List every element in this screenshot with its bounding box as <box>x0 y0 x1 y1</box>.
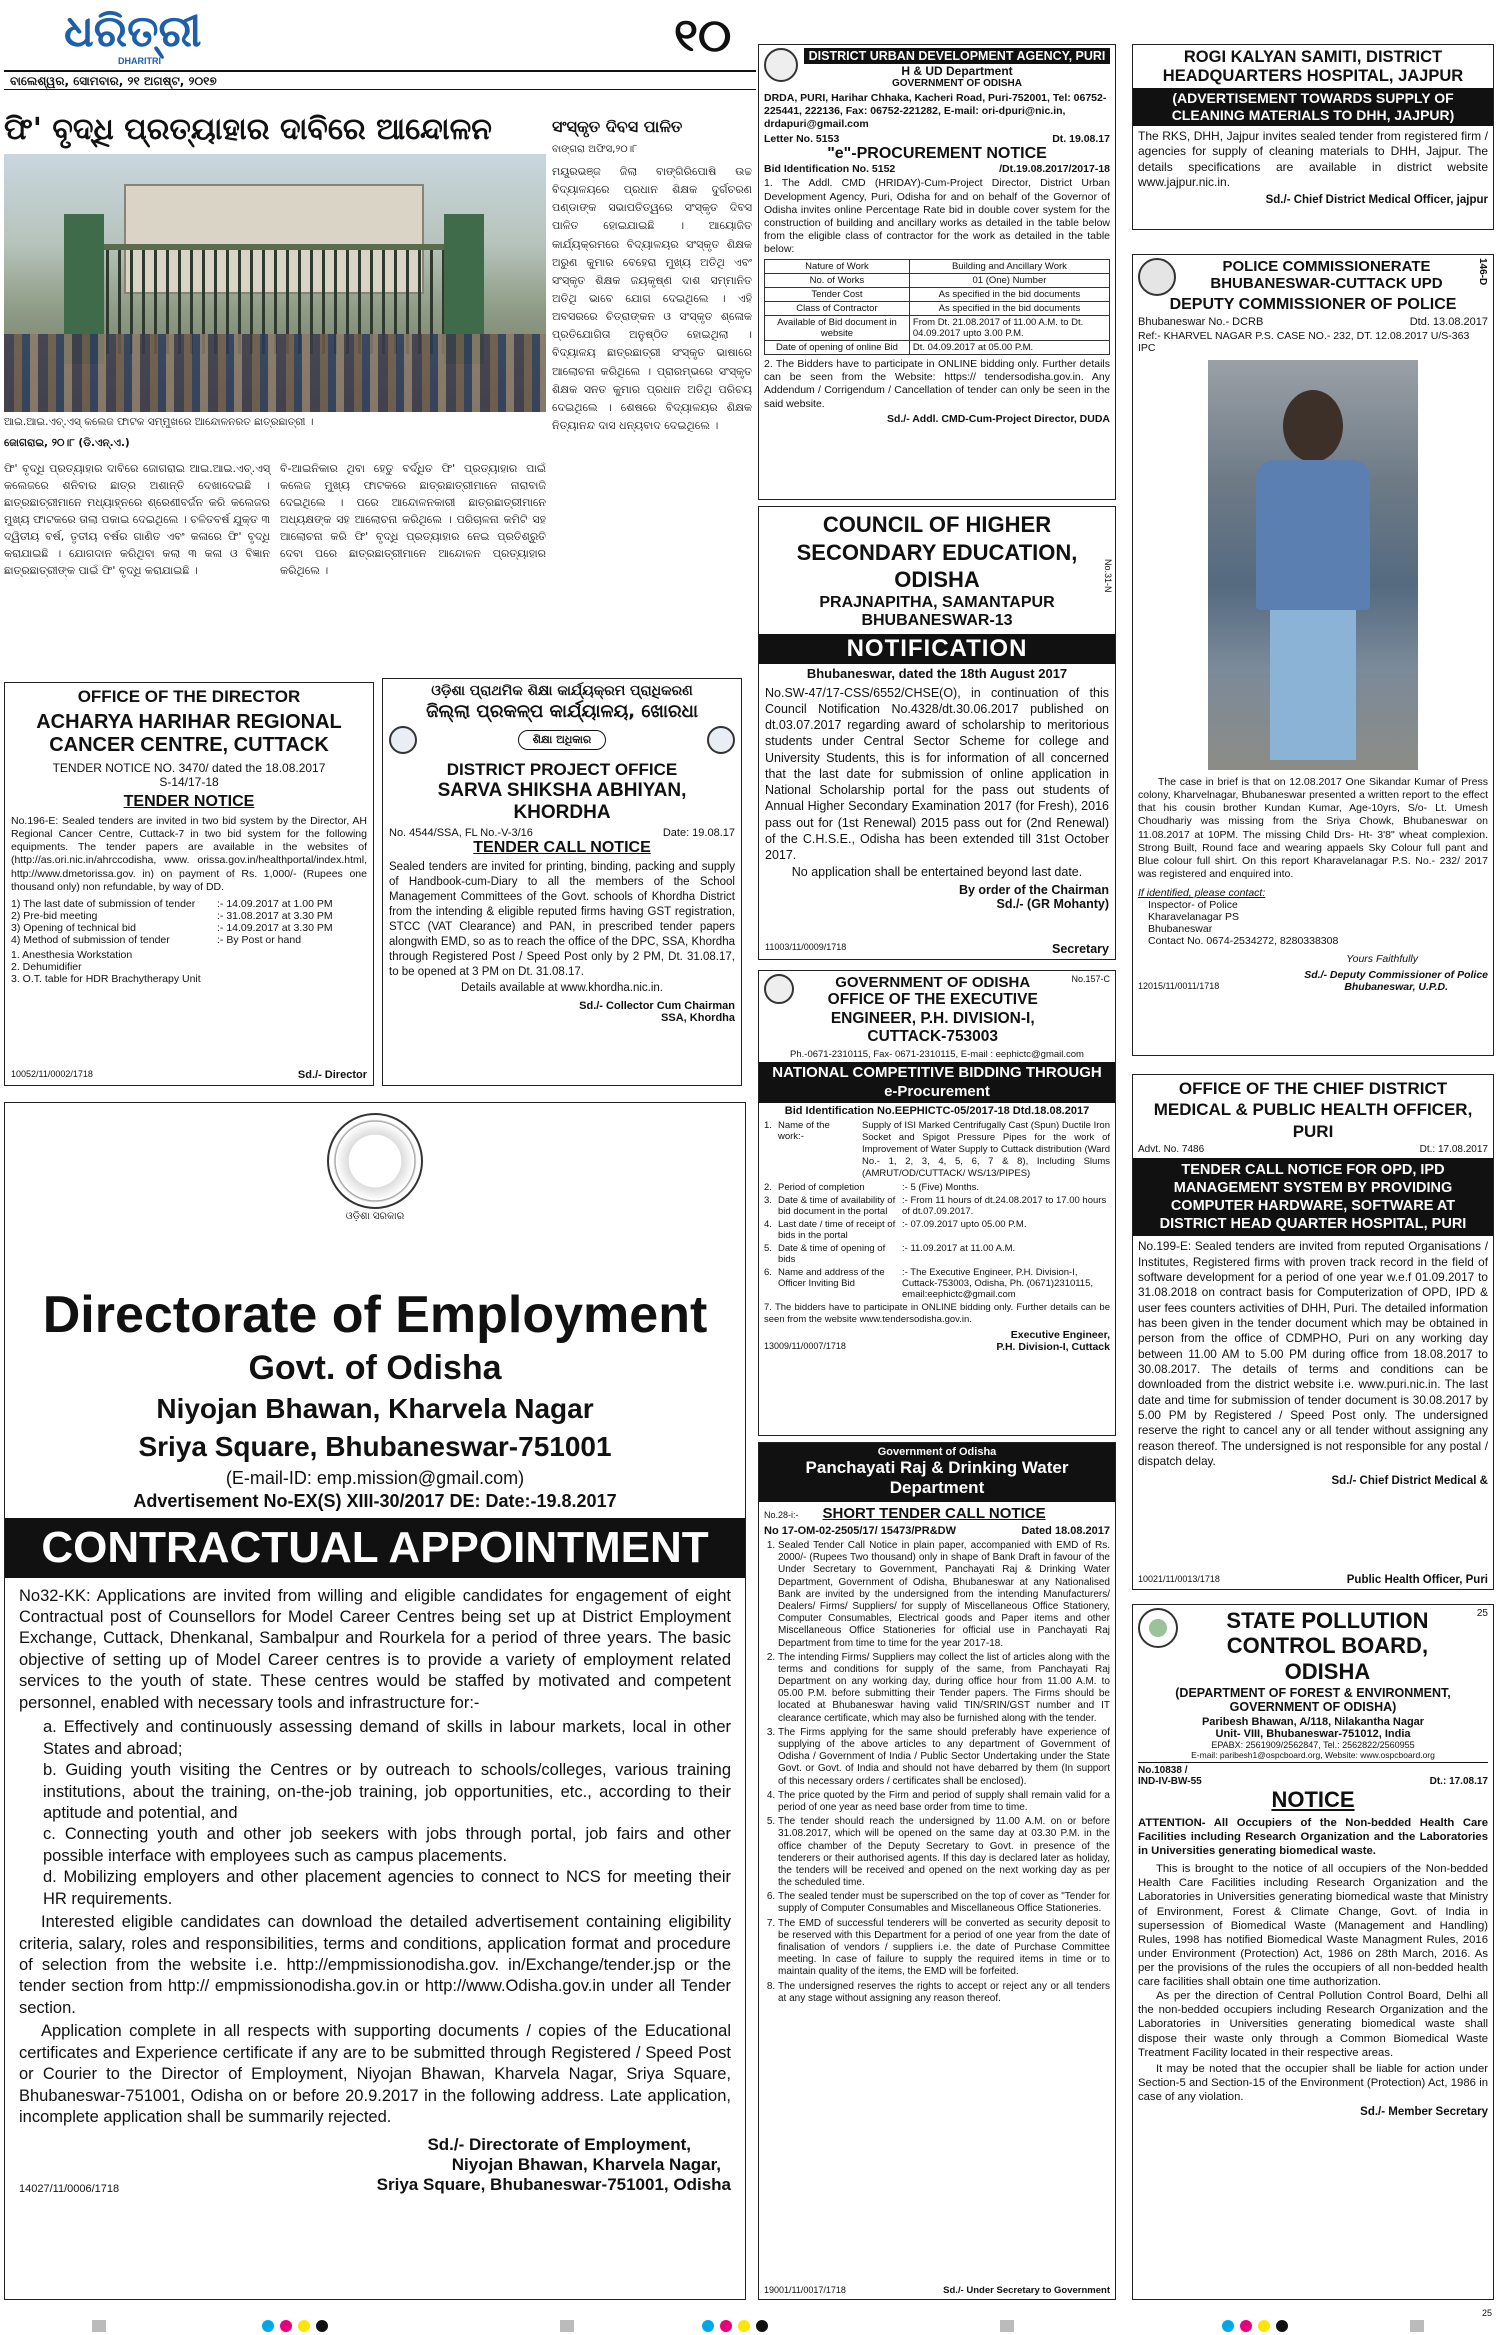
news1-col2: ବି-ଆଇନିକାର ଥିବା ହେତୁ ବର୍ଦ୍ଧିତ ଫି' ପ୍ରତ୍ୟାହାର ପାଇଁ କଲେଜ ମୁଖ୍ୟ ଫାଟକରେ ଛାତ୍ରଛାତ୍ରୀମାନେ ନାରାବାଜି ଦେଇଥିଲେ । ପରେ ଆନ୍ଦୋଳନକାରୀ ଛାତ୍ରଛାତ୍ରୀମାନେ ଅଧ୍ୟକ୍ଷଙ୍କ ସହ ଆଲୋଚନା କରିଥିଲେ । ପରିଚାଳନା କମିଟି ସହ ଆଲୋଚନା କରି ଫି' ବୃଦ୍ଧି ପ୍ରତ୍ୟାହାର ନେଇ ପ୍ରତିଶ୍ରୁତି ଦେବା ପରେ ଛାତ୍ରଛାତ୍ରୀମାନେ ଆନ୍ଦୋଳନ ପ୍ରତ୍ୟାହାର କରିଥିଲେ । <box>280 462 546 578</box>
police-contact-line: Bhubaneswar <box>1148 923 1213 935</box>
police-title2: BHUBANESWAR-CUTTACK UPD <box>1210 275 1443 292</box>
ahrcc-notice-no: TENDER NOTICE NO. 3470/ dated the 18.08.2017 <box>52 761 326 775</box>
duda-puri-ad <box>758 44 1116 500</box>
prdw-title: Panchayati Raj & Drinking Water Department <box>805 1458 1069 1497</box>
ph-p7: 7. The bidders have to participate in ONLINE bidding only. Further details can be seen from the website www.tendersodisha.gov.in. <box>764 1301 1110 1325</box>
ph-row: 6. Name and address of the Officer Inviting Bid :- The Executive Engineer, P.H. Division-I, Cuttack-753003, Odisha, Ph. (0671)2310115, email:eephictc@gmail.com <box>764 1266 1094 1300</box>
ssa-body: Sealed tenders are invited for printing, binding, packing and supply of Handbook-cum-Diary to all the members of the School Management Committees of the Govt. schools of Khordha District from the intending & eligible reputed firms having GST registration, STCC (VAT Clearance) and PAN, in prescribed tender papers alongwith EMD, so as to reach the office of the DPC, SSA, Khordha through Registered Post / Speed Post only by 2 PM, Dt. 31.08.17, to be opened at 3 PM on Dt. 31.08.17. <box>389 861 735 978</box>
photo-head <box>1283 390 1343 462</box>
ahrcc-date-row: 2) Pre-bid meeting :- 31.08.2017 at 3.30 PM <box>11 909 333 922</box>
chse-title: COUNCIL OF HIGHER SECONDARY EDUCATION, ODISHA <box>796 512 1078 592</box>
prdw-points <box>778 1540 1110 2005</box>
duda-address: DRDA, PURI, Harihar Chhaka, Kacheri Road, Puri-752001, Tel: 06752-225441, 222136, Fax: 06752-221282, E-mail: ori-dpuri@nic.in, drdapuri@gmail.com <box>764 92 1107 131</box>
spcb-contact: EPABX: 2561909/2562847, Tel.: 2562822/2560955 <box>1211 1739 1415 1750</box>
photo-shirt <box>1256 460 1370 610</box>
ssa-badge: ଶିକ୍ଷା ଅଧିକାର <box>518 730 607 750</box>
prdw-code: 19001/11/0017/1718 <box>764 2285 846 2295</box>
missing-child-photo <box>1208 360 1418 770</box>
table-row: No. of Works 01 (One) Number <box>765 274 1110 288</box>
cdmo-title: OFFICE OF THE CHIEF DISTRICT MEDICAL & PUBLIC HEALTH OFFICER, PURI <box>1153 1079 1473 1141</box>
ahrcc-item: 2. Dehumidifier <box>11 960 82 973</box>
reg-dot-yellow-icon <box>1258 2320 1270 2332</box>
date-line: ବାଲେଶ୍ୱର, ସୋମବାର, ୨୧ ଅଗଷ୍ଟ, ୨୦୧୭ <box>10 74 217 88</box>
emblem-text: ଓଡ଼ିଶା ସରକାର <box>345 1211 405 1222</box>
reg-dot-black-icon <box>756 2320 768 2332</box>
ssa-odia2: ଜିଲ୍ଲା ପ୍ରକଳ୍ପ କାର୍ଯ୍ୟାଳୟ, ଖୋରଧା <box>426 701 698 722</box>
photo-crowd <box>4 334 546 412</box>
rks-banner: (ADVERTISEMENT TOWARDS SUPPLY OF CLEANING MATERIALS TO DHH, JAJPUR) <box>1133 88 1493 126</box>
employment-email: (E-mail-ID: emp.mission@gmail.com) <box>225 1467 525 1488</box>
ssa-logo-right-icon <box>707 726 735 754</box>
ahrcc-dates <box>11 898 367 946</box>
chse-code: 11003/11/0009/1718 <box>765 942 847 952</box>
masthead <box>4 4 756 114</box>
police-title3: DEPUTY COMMISSIONER OF POLICE <box>1169 296 1457 313</box>
chse-sign: Sd./- (GR Mohanty) <box>996 897 1109 912</box>
employment-title: Directorate of Employment <box>42 1286 708 1344</box>
list-item: 1. Sealed Tender Call Notice in plain paper, accompanied with EMD of Rs. 2000/- (Rupees Two thousand) only in shape of Bank Draft in favour of the Under Secretary to Government, Panchayati Raj & Drinking Water Department, Government of Odisha, Bhubaneswar at any Nationalised Bank are invited by the undersigned from the intending Manufacturers/ Dealers/ Firms/ Suppliers/ for supply of Miscellaneous Office Stationery, Computer Consumables, Electrical goods and Paper items and other Miscellaneous Office Stationeries for official use in Panchayati Raj Department from time to time for the year 2017-18. <box>778 1540 1110 1650</box>
spcb-p1: This is brought to the notice of all occupiers of the Non-bedded Health Care Facilities including Research Organization and the Laboratories in Universities generating biomedical waste that Ministry of Environment, Forest & Climate Change, Govt. of India in supersession of Biomedical Waste (Management and Handling) Rules, 1998 has notified Biomedical Waste Managment Rules, 2016 under Environment (Protection) Act, 1986 on 28th March, 2016. As per the provisions of the rules the occupiers of all non-bedded health care facilities shall obtain one time authorization. <box>1138 1863 1488 1989</box>
spcb-title2: CONTROL BOARD, ODISHA <box>1226 1633 1429 1684</box>
police-missing-child-ad <box>1132 254 1494 1056</box>
chse-dateline: Bhubaneswar, dated the 18th August 2017 <box>806 665 1068 681</box>
police-side: 146-D <box>1477 258 1488 286</box>
table-row: Tender Cost As specified in the bid documents <box>765 288 1110 302</box>
reg-block-icon <box>92 2320 106 2332</box>
news1-dateline: ଜୋଗରାଇ, ୨୦।୮ (ଡି.ଏନ୍.ଏ.) <box>4 437 130 449</box>
employment-para3: Application complete in all respects with supporting documents / copies of the Educational certificates and Experience certificate if any are to be submitted through Registered / Speed Post or Courier to the Director of Employment, Niyojan Bhawan, Kharvela Nagar, Sriya Square, Bhubaneswar-751001, Odisha on or before 20.9.2017 in the following address. Late application, incomplete application shall be summarily rejected. <box>19 2022 731 2127</box>
chse-side: No.31-N <box>1103 559 1113 593</box>
reg-dot-magenta-icon <box>1240 2320 1252 2332</box>
ssa-title2: SARVA SHIKSHA ABHIYAN, KHORDHA <box>437 780 687 823</box>
ssa-details: Details available at www.khordha.nic.in. <box>461 981 663 994</box>
employment-intro: No32-KK: Applications are invited from willing and eligible candidates for engagement of eight Contractual post of Counsellors for Model Career Centres being set up at District Employment Exchange, Cuttack, Dhenkanal, Sambalpur and Rourkela for a period of three years. The basic objective of setting up of Model Career centres is to provide a variety of employment related services to the youth of state. These centres would be staffed by motivated and competent personnel, enabled with necessary tools and infrastructure for:- <box>19 1586 731 1712</box>
ssa-no: No. 4544/SSA, FL No.-V-3/16 <box>389 827 533 839</box>
ssa-sign2: SSA, Khordha <box>661 1011 735 1024</box>
reg-dot-black-icon <box>316 2320 328 2332</box>
police-yours: Yours Faithfully <box>1346 953 1418 965</box>
ph-title1: GOVERNMENT OF ODISHA <box>835 974 1031 991</box>
police-sign2: Bhubaneswar, U.P.D. <box>1344 981 1448 993</box>
cdmo-adv: Advt. No. 7486 <box>1138 1143 1205 1155</box>
table-row: Class of Contractor As specified in the bid documents <box>765 302 1110 316</box>
spcb-addr1: Paribesh Bhawan, A/118, Nilakantha Nagar <box>1201 1715 1425 1728</box>
reg-block-icon <box>1000 2320 1014 2332</box>
list-item: 2. The intending Firms/ Suppliers may collect the list of articles along with the terms and conditions for supply of the same, from Panchayati Raj Department on any working day, during office hour from 11.00 A.M. to 05.00 P.M. before submitting their Tender papers. The Firms should be located at Bhubaneswar having valid TIN/SRIN/GST number and IT clearance certificate, which may also be furnished along with the tender. <box>778 1652 1110 1725</box>
list-item: 5. The tender should reach the undersigned by 11.00 A.M. on or before 31.08.2017, which will be opened on the same day at 03.30 P.M. in the office chamber of the Deputy Secretary to Govt. in presence of the tenderers or their authorised agents. If this day is declared later as holiday, the tenders will be received and opened on the next working day as per the scheduled time. <box>778 1816 1110 1889</box>
ph-row: 3. Date & time of availability of bid document in the portal :- From 11 hours of dt.24.08.2017 to 17.00 hours of dt.07.09.2017. <box>764 1194 1107 1217</box>
rks-body: The RKS, DHH, Jajpur invites sealed tender from registered firm / agencies for supply of cleaning materials to DHH, Jajpur. The details specifications are available in district website www.jajpur.nic.in. <box>1138 128 1488 190</box>
spcb-addr2: Unit- VIII, Bhubaneswar-751012, India <box>1215 1727 1411 1740</box>
ph-row: 5. Date & time of opening of bids :- 11.09.2017 at 11.00 A.M. <box>764 1242 1016 1265</box>
rks-title1: ROGI KALYAN SAMITI, DISTRICT <box>1183 48 1443 66</box>
police-contact-line: Kharavelanagar PS <box>1148 911 1240 923</box>
employment-ad <box>4 1102 746 2300</box>
employment-sign2: Niyojan Bhawan, Kharvela Nagar, <box>451 2154 721 2174</box>
print-registration-strip <box>0 2306 1500 2335</box>
ahrcc-title2: ACHARYA HARIHAR REGIONAL CANCER CENTRE, CUTTACK <box>36 711 342 756</box>
ssa-odia1: ଓଡ଼ିଶା ପ୍ରାଥମିକ ଶିକ୍ଷା କାର୍ଯ୍ୟକ୍ରମ ପ୍ରାଧିକରଣ <box>431 683 693 699</box>
news1-col1: ଫି' ବୃଦ୍ଧି ପ୍ରତ୍ୟାହାର ଦାବିରେ ଜୋଗରାଇ ଆଇ.ଆଇ.ଏଚ୍.ଏସ୍ କଲେଜରେ ଶନିବାର ଛାତ୍ର ଅଶାନ୍ତି ଦେଖାଦେଇଛି । ଛାତ୍ରଛାତ୍ରୀମାନେ ମଧ୍ୟାହ୍ନରେ ଶ୍ରେଣୀବର୍ଜନ କରି କଲେଜର ମୁଖ୍ୟ ଫାଟକରେ ତାଲା ପକାଇ ଦେଇଥିଲେ । ଚଳିତବର୍ଷ ଯୁକ୍ତ ୩ ଦ୍ୱିତୀୟ ବର୍ଷ, ତୃତୀୟ ବର୍ଷର ଗାଣିତ ଏବଂ କଳାରେ ଫି' ବୃଦ୍ଧି କରାଯାଇଛି । ଯୋଗଦାନ କରିଥିବା କଲା ୩ କଳା ଓ ବିଜ୍ଞାନ ଛାତ୍ରଛାତ୍ରୀଙ୍କ ପାଇଁ ଫି' ବୃଦ୍ଧି କରାଯାଇଛି । <box>4 462 270 578</box>
employment-banner: CONTRACTUAL APPOINTMENT <box>5 1518 745 1578</box>
spcb-dept: (DEPARTMENT OF FOREST & ENVIRONMENT, GOVERNMENT OF ODISHA) <box>1175 1685 1451 1714</box>
employment-code: 14027/11/0006/1718 <box>19 2182 120 2195</box>
employment-points <box>19 1717 731 1910</box>
list-item: 3. The Firms applying for the same should preferably have experience of supplying of the above articles to any department of Government of Odisha / Government of India / Public Sector Undertaking under the State Govt. or Govt. of India and should not have debarred by them (In support of this necessary orders / certificates shall be enclosed). <box>778 1727 1110 1788</box>
prdw-tender-ad <box>758 1442 1116 2300</box>
photo-pants <box>1270 610 1356 760</box>
chse-sub1: PRAJNAPITHA, SAMANTAPUR <box>819 593 1055 611</box>
employment-point: a. Effectively and continuously assessing demand of skills in labour markets, local in other States and abroad; <box>43 1718 731 1758</box>
chse-body: No.SW-47/17-CSS/6552/CHSE(O), in continuation of this Council Notification No.4328/dt.30.06.2017 published on dt.03.07.2017 regarding award of scholarship to meritorious students under Central Sector Scheme for college and University Students, this is for information of all concerned that the last date for submission of online application in National Scholarship portal for the pass out students of Annual Higher Secondary Examination 2017 (for Fresh), 2016 pass out for (1st Renewal) 2015 pass out for (2nd Renewal) of the C.H.S.E., Odisha has been extended till 31st October 2017. <box>765 685 1109 862</box>
prdw-sign: Sd./- Under Secretary to Government <box>943 2285 1110 2296</box>
duda-letter: Letter No. 5153 <box>764 133 840 146</box>
cdmo-sign2: Public Health Officer, Puri <box>1346 1574 1488 1586</box>
employment-point: c. Connecting youth and other job seekers with jobs through portal, job fairs and other possible interface with employees such as campus placements. <box>43 1825 731 1865</box>
logo-text: ଧରିତ୍ରୀ <box>64 6 202 57</box>
ph-row: 2. Period of completion :- 5 (Five) Months. <box>764 1181 980 1193</box>
duda-p1: 1. The Addl. CMD (HRIDAY)-Cum-Project Director, District Urban Development Agency, Puri, Odisha for and on behalf of the Governor of Odisha invites online Percentage Rate bid in double cover system for the construction of building and ancillary works as detailed in the table below from the eligible class of contractor for the work as detailed in the table below: <box>764 177 1110 255</box>
ph-banner: NATIONAL COMPETITIVE BIDDING THROUGH e-Procurement <box>759 1062 1115 1104</box>
duda-title3: GOVERNMENT OF ODISHA <box>891 78 1022 89</box>
spcb-sign: Sd./- Member Secretary <box>1360 2106 1488 2119</box>
police-contact-head: If identified, please contact: <box>1138 887 1266 899</box>
spcb-ref: IND-IV-BW-55 <box>1138 1775 1202 1787</box>
chse-secretary: Secretary <box>1052 942 1109 956</box>
cdmo-code: 10021/11/0013/1718 <box>1138 1574 1220 1584</box>
police-ref: Ref:- KHARVEL NAGAR P.S. CASE NO.- 232, DT. 12.08.2017 U/S-363 IPC <box>1138 330 1470 354</box>
spcb-p2: As per the direction of Central Pollution Control Board, Delhi all the non-bedded occupiers including Research Organization and the Laboratories in Universities generating biomedical waste shall dispose their waste only through a Common Biomedical Waste Treatment Facility located in their respective areas. <box>1138 1990 1488 2059</box>
rks-title2: HEADQUARTERS HOSPITAL, JAJPUR <box>1162 67 1464 85</box>
rks-sign: Sd./- Chief District Medical Officer, jajpur <box>1265 193 1488 206</box>
police-date: Dtd. 13.08.2017 <box>1409 316 1488 328</box>
ssa-date: Date: 19.08.17 <box>662 827 735 839</box>
reg-block-icon <box>1410 2320 1424 2332</box>
duda-heading: "e"-PROCUREMENT NOTICE <box>827 145 1047 163</box>
ahrcc-date-row: 1) The last date of submission of tender :- 14.09.2017 at 1.00 PM <box>11 897 333 910</box>
reg-dot-magenta-icon <box>280 2320 292 2332</box>
duda-bid-date: /Dt.19.08.2017/2017-18 <box>999 163 1110 176</box>
news2-body: ମୟୂରଭଞ୍ଜ ଜିଲା ବାଙ୍ଗିରିପୋଷି ଉଚ୍ଚ ବିଦ୍ୟାଳୟରେ ପ୍ରଧାନ ଶିକ୍ଷକ ଦୁର୍ଗଚରଣ ପଣ୍ଡାଙ୍କ ସଭାପତିତ୍ୱରେ ସଂସ୍କୃତ ଦିବସ ପାଳିତ ହୋଇଯାଇଛି । ଆୟୋଜିତ କାର୍ଯ୍ୟକ୍ରମରେ ବିଦ୍ୟାଳୟର ସଂସ୍କୃତ ଶିକ୍ଷକ ଅରୁଣ କୁମାର ବେହେରା ମୁଖ୍ୟ ଅତିଥି ଏବଂ ସଂସ୍କୃତ ଶିକ୍ଷକ ଜୟକୃଷ୍ଣ ଦାଶ ସମ୍ମାନିତ ଅତିଥି ଭାବେ ଯୋଗ ଦେଇଥିଲେ । ଏହି ଅବସରରେ ଚିତ୍ରାଙ୍କନ ଓ ସଂସ୍କୃତ ଶ୍ଳୋକ ପ୍ରତିଯୋଗିତା ଅନୁଷ୍ଠିତ ହୋଇଥିଲା । ବିଦ୍ୟାଳୟ ଛାତ୍ରଛାତ୍ରୀ ସଂସ୍କୃତ ଭାଷାରେ ଆଲୋଚନା କରିଥିଲେ । ପ୍ରାରମ୍ଭରେ ସଂସ୍କୃତ ଶିକ୍ଷକ ସନତ କୁମାର ପ୍ରଧାନ ଅତିଥି ପରିଚୟ ଦେଇଥିଲେ । ଶେଷରେ ବିଦ୍ୟାଳୟର ଶିକ୍ଷକ ନିତ୍ୟାନନ୍ଦ ଦାସ ଧନ୍ୟବାଦ ଦେଇଥିଲେ । <box>552 165 752 432</box>
ph-contact: Ph.-0671-2310115, Fax- 0671-2310115, E-mail : eephictc@gmail.com <box>790 1048 1084 1060</box>
employment-adv: Advertisement No-EX(S) XIII-30/2017 DE: Date:-19.8.2017 <box>133 1490 617 1511</box>
ahrcc-title1: OFFICE OF THE DIRECTOR <box>77 687 301 706</box>
news-article-sanskrit-day <box>552 114 752 674</box>
ahrcc-date-row: 4) Method of submission of tender :- By Post or hand <box>11 933 302 946</box>
police-code: 12015/11/0011/1718 <box>1138 981 1220 991</box>
ph-bid: Bid Identification No.EEPHICTC-05/2017-18 Dtd.18.08.2017 <box>784 1105 1090 1118</box>
chse-banner: NOTIFICATION <box>759 634 1115 664</box>
reg-dot-yellow-icon <box>738 2320 750 2332</box>
ahrcc-tender-ad <box>4 682 374 1086</box>
spcb-email: E-mail: paribesh1@ospcboard.org, Website: www.ospcboard.org <box>1138 1750 1488 1763</box>
duda-title1: DISTRICT URBAN DEVELOPMENT AGENCY, PURI <box>804 48 1110 64</box>
spcb-side: 25 <box>1476 1608 1488 1619</box>
list-item: 8. The undersigned reserves the rights to accept or reject any or all tenders at any stage without assigning any reason thereof. <box>778 1981 1110 2005</box>
spcb-heading: NOTICE <box>1271 1786 1355 1812</box>
ssa-logo-left-icon <box>389 726 417 754</box>
logo-sub: DHARITRI <box>118 56 161 66</box>
cdmo-puri-ad <box>1132 1074 1494 1590</box>
rks-jajpur-ad <box>1132 44 1494 230</box>
cdmo-date: Dt.: 17.08.2017 <box>1419 1143 1488 1155</box>
ph-rows <box>764 1120 1110 1299</box>
reg-dot-cyan-icon <box>262 2320 274 2332</box>
ph-side: No.157-C <box>1071 974 1110 984</box>
table-row: Available of Bid document in website From Dt. 21.08.2017 of 11.00 A.M. to Dt. 04.09.2017 upto 3.00 P.M. <box>765 316 1110 341</box>
ph-row: 4. Last date / time of receipt of bids in the portal :- 07.09.2017 upto 05.00 P.M. <box>764 1218 1027 1241</box>
cdmo-sign1: Sd./- Chief District Medical & <box>1331 1475 1488 1488</box>
ph-emblem-icon <box>764 974 794 1004</box>
ssa-sign1: Sd./- Collector Cum Chairman <box>579 999 735 1012</box>
reg-dot-cyan-icon <box>702 2320 714 2332</box>
spcb-date: Dt.: 17.08.17 <box>1429 1775 1488 1787</box>
chse-note: No application shall be entertained beyond last date. <box>791 865 1083 880</box>
employment-para2: Interested eligible candidates can download the detailed advertisement containing eligibility criteria, salary, roles and responsibilities, terms and conditions, application format and procedure of selection from the website i.e. http://empmissionodisha.gov. in/Exchange/tender.jsp or the tender section from http:// empmissionodisha.gov.in or http://www.Odisha.gov.in under all Tender section. <box>19 1913 731 2017</box>
prdw-top: Government of Odisha <box>877 1446 997 1458</box>
ahrcc-items <box>11 949 367 985</box>
news1-caption: ଆଇ.ଆଇ.ଏଚ୍.ଏସ୍ କଲେଜ ଫାଟକ ସମ୍ମୁଖରେ ଆନ୍ଦୋଳନରତ ଛାତ୍ରଛାତ୍ରୀ । <box>4 416 314 428</box>
ssa-khordha-tender-ad <box>382 678 742 1086</box>
ph-row: 1. Name of the work:- Supply of ISI Marked Centrifugally Cast (Spun) Ductile Iron Socket and Spigot Pressure Pipes for the work of Improvement of Water Supply to Cuttack distribution (Ward No.- 1, 2, 3, 4, 5, 6, 7 & 8), Including Slums (AMRUT/OD/CUTTACK/ WS/13/PIPES) <box>764 1120 1110 1179</box>
ahrcc-ref: S-14/17-18 <box>159 775 219 789</box>
spcb-title1: STATE POLLUTION <box>1226 1608 1429 1633</box>
registration-marks <box>0 2320 1500 2332</box>
cdmo-banner: TENDER CALL NOTICE FOR OPD, IPD MANAGEMENT SYSTEM BY PROVIDING COMPUTER HARDWARE, SOFTWARE AT DISTRICT HEAD QUARTER HOSPITAL, PURI <box>1133 1158 1493 1237</box>
ph-title2: OFFICE OF THE EXECUTIVE ENGINEER, P.H. DIVISION-I, CUTTACK-753003 <box>827 991 1038 1046</box>
spcb-attention: ATTENTION- All Occupiers of the Non-bedded Health Care Facilities including Research Organization and the Laboratories in Universities generating biomedical waste. <box>1138 1816 1488 1858</box>
reg-dot-black-icon <box>1276 2320 1288 2332</box>
spcb-logo-icon <box>1138 1608 1178 1648</box>
ssa-title1: DISTRICT PROJECT OFFICE <box>446 760 678 779</box>
table-row: Nature of Work Building and Ancillary Work <box>765 260 1110 274</box>
duda-p2: 2. The Bidders have to participate in ONLINE bidding only. Further details can be seen from the Website: https:// tendersodisha.gov.in. Any Addendum / Corrigendum / Cancellation of tender can only be seen in the said website. <box>764 358 1110 410</box>
prdw-date: Dated 18.08.2017 <box>1021 1525 1110 1537</box>
prdw-no: No.28-i:- <box>764 1510 799 1520</box>
ssa-heading: TENDER CALL NOTICE <box>473 839 651 856</box>
police-contact-line: Contact No. 0674-2534272, 8280338308 <box>1148 935 1339 947</box>
logo <box>64 6 244 68</box>
page-number: ୧୦ <box>674 8 732 62</box>
list-item: 7. The EMD of successful tenderers will be converted as security deposit to be reserved with this Department for a period of one year from the date of finalisation of vendors / suppliers i.e. the date of Purchase Committee meeting. In case of failure to supply the required items in time or to maintain quality of the items, the EMD will be forfeited. <box>778 1918 1110 1979</box>
page-footer-number: 25 <box>1481 2308 1492 2318</box>
employment-sign3: Sriya Square, Bhubaneswar-751001, Odisha <box>376 2174 731 2194</box>
duda-title2: H & UD Department <box>901 64 1013 78</box>
employment-point: b. Guiding youth visiting the Centres or by outreach to schools/colleges, various training institutions, about the training, on-the-job training, job opportunities, etc., according to their aptitude and potential, and <box>43 1761 731 1822</box>
reg-dot-cyan-icon <box>1222 2320 1234 2332</box>
employment-sub2: Niyojan Bhawan, Kharvela Nagar <box>156 1392 594 1424</box>
list-item: 6. The sealed tender must be superscribed on the top of cover as "Tender for supply of Computer Consumables and Miscellaneous Office Stationeries. <box>778 1891 1110 1915</box>
ph-sign2: P.H. Division-I, Cuttack <box>996 1341 1110 1354</box>
ph-code: 13009/11/0007/1718 <box>764 1341 846 1352</box>
table-row: Date of opening of online Bid Dt. 04.09.2017 at 05.00 P.M. <box>765 341 1110 355</box>
chse-notification-ad <box>758 506 1116 960</box>
spcb-p3: It may be noted that the occupier shall be liable for action under Section-5 and Section-15 of the Environment (Protection) Act, 1986 in case of any violation. <box>1138 2062 1488 2103</box>
police-contact-line: Inspector- of Police <box>1148 899 1238 911</box>
ph-sign1: Executive Engineer, <box>1010 1329 1110 1342</box>
chse-sub2: BHUBANESWAR-13 <box>861 611 1013 629</box>
news-article-fee-hike <box>4 110 546 675</box>
ahrcc-item: 3. O.T. table for HDR Brachytherapy Unit <box>11 972 201 985</box>
police-no: Bhubaneswar No.- DCRB <box>1138 316 1264 328</box>
chse-order: By order of the Chairman <box>958 883 1109 898</box>
reg-dot-yellow-icon <box>298 2320 310 2332</box>
reg-block-icon <box>560 2320 574 2332</box>
list-item: 4. The price quoted by the Firm and period of supply shall remain valid for a period of one year as need base order from time to time. <box>778 1790 1110 1814</box>
ahrcc-item: 1. Anesthesia Workstation <box>11 948 133 961</box>
reg-dot-magenta-icon <box>720 2320 732 2332</box>
news2-dateline: ବାଙ୍ଗରା ଅଫିସ,୨୦।୮ <box>552 144 638 155</box>
employment-sign1: Sd./- Directorate of Employment, <box>427 2134 691 2154</box>
duda-sign: Sd./- Addl. CMD-Cum-Project Director, DUDA <box>886 412 1110 425</box>
ahrcc-date-row: 3) Opening of technical bid :- 14.09.2017 at 3.30 PM <box>11 921 333 934</box>
police-body: The case in brief is that on 12.08.2017 One Sikandar Kumar of Press colony, Kharvelnagar, Bhubaneswar presented a written report to the effect that his cousin brother Kundan Kumar, Age-10yrs, S/o- Lt. Umesh Choudhariy was missing from the Sriya Chowk, Bhubaneswar on 11.08.2017 at 10PM. The missing Child Drs- Ht- 3'8" wheat complexion. Strong Built, Round face and wearing appaels Sky Colour full pant and Blue colour full shirt. On this report Kharavelanagar P.S. No.- 232/ 2017 was registered and enquired into. <box>1138 776 1488 880</box>
police-title1: POLICE COMMISSIONERATE <box>1222 258 1431 275</box>
duda-date: Dt. 19.08.17 <box>1052 133 1110 146</box>
duda-table <box>764 259 1110 355</box>
employment-sub3: Sriya Square, Bhubaneswar-751001 <box>138 1430 612 1462</box>
news1-photo <box>4 154 546 412</box>
spcb-no: No.10838 / <box>1138 1764 1188 1776</box>
spcb-notice-ad <box>1132 1604 1494 2300</box>
ahrcc-body: No.196-E: Sealed tenders are invited in two bid system by the Director, AH Regional Cancer Centre, Cuttack-7 in two bid system for the following equipments. The tender papers are available in the websites of (http://as.ori.nic.in/ahrccodisha, www. orissa.gov.in/healthportal/index.html, http://www.dmetorissa.gov. in) on payment of Rs. 1,000/- (Rupees one thousand only) non refundable, by way of DD. <box>11 815 367 893</box>
news1-headline: ଫି' ବୃଦ୍ଧି ପ୍ରତ୍ୟାହାର ଦାବିରେ ଆନ୍ଦୋଳନ <box>4 112 492 147</box>
police-sign1: Sd./- Deputy Commissioner of Police <box>1304 969 1488 981</box>
ahrcc-sign: Sd./- Director <box>297 1069 367 1081</box>
duda-bid: Bid Identification No. 5152 <box>764 163 896 176</box>
police-emblem-icon <box>1138 258 1176 296</box>
ph-division-bidding-ad <box>758 970 1116 1436</box>
odisha-emblem-icon <box>327 1113 423 1209</box>
cdmo-body: No.199-E: Sealed tenders are invited from reputed Organisations / Institutes, Registered firms with proven track record in the field of software development for a period of one year w.e.f 01.09.2017 to 31.08.2018 on contract basis for Computerization of OPD, IPD & user fees counters activities of DHH, Puri. The detailed information has been given in the tender document which may be obtained in person from the office of CDMPHO, Puri on any working day between 11.00 AM to 5.00 PM during office from 18.08.2017 to 30.08.2017. The details of terms and conditions can be downloaded from the district website i.e. www.puri.nic.in. The last date and time for submission of tender document is 30.08.2017 by 5.00 PM by Registered / Speed Post only. The undersigned reserve the right to cancel any or all tender without assigning any reason thereof. The undersigned is not responsible for any postal / dispatch delay. <box>1138 1239 1488 1468</box>
news2-headline: ସଂସ୍କୃତ ଦିବସ ପାଳିତ <box>552 117 683 136</box>
prdw-ref: No 17-OM-02-2505/17/ 15473/PR&DW <box>764 1525 956 1537</box>
date-bar <box>4 70 756 90</box>
employment-sub1: Govt. of Odisha <box>248 1348 502 1387</box>
ahrcc-code: 10052/11/0002/1718 <box>11 1069 93 1079</box>
employment-point: d. Mobilizing employers and other placement agencies to connect to NCS for meeting their HR requirements. <box>43 1868 731 1908</box>
prdw-heading: SHORT TENDER CALL NOTICE <box>822 1505 1046 1522</box>
ahrcc-heading: TENDER NOTICE <box>123 793 255 810</box>
govt-emblem-icon <box>764 48 798 82</box>
